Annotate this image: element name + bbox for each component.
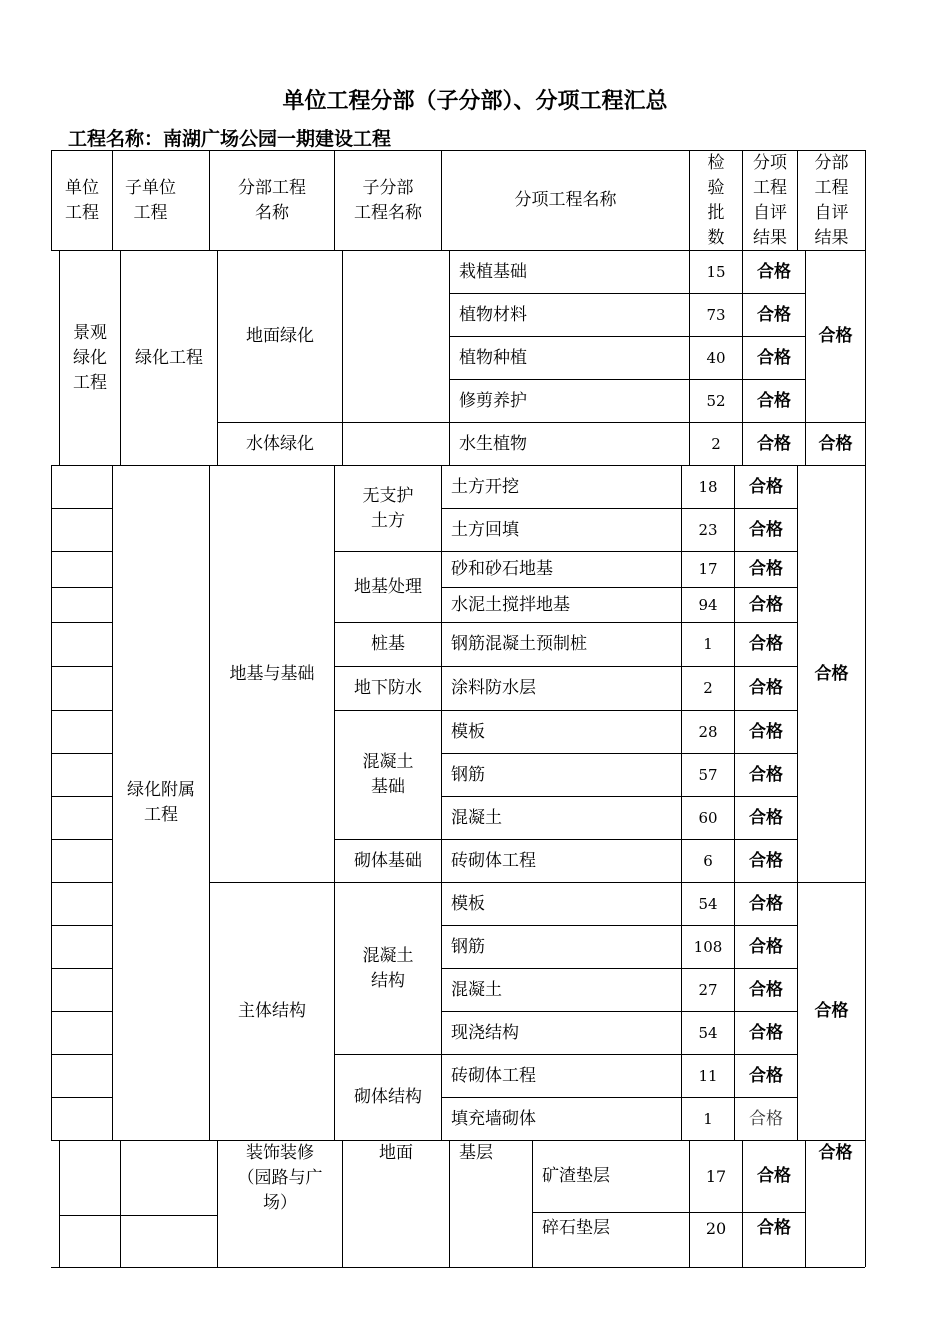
division-result: 合格	[818, 326, 853, 346]
item-result: 合格	[757, 390, 791, 411]
division-name: 地基与基础	[229, 663, 315, 684]
item-name: 钢筋	[451, 936, 485, 957]
item-result: 合格	[749, 634, 783, 654]
item-name: 模板	[451, 893, 485, 914]
project-name: 工程名称：南湖广场公园一期建设工程	[68, 128, 392, 150]
batch-count: 18	[698, 477, 718, 496]
page-title: 单位工程分部（子分部）、分项工程汇总	[282, 89, 668, 114]
item-name: 矿渣垫层	[542, 1166, 610, 1186]
division-name: 装饰装修 （园路与广 场）	[237, 1143, 323, 1213]
batch-count: 54	[698, 894, 718, 913]
batch-count: 23	[698, 520, 718, 539]
item-result: 合格	[749, 1065, 783, 1086]
batch-count: 2	[703, 679, 713, 697]
division-name: 主体结构	[238, 1001, 306, 1021]
item-name: 水生植物	[459, 433, 527, 454]
item-name: 修剪养护	[459, 390, 527, 411]
item-name: 植物种植	[459, 347, 527, 368]
sub-unit-name: 绿化附属 工程	[127, 780, 195, 825]
batch-count: 11	[698, 1066, 718, 1085]
item-name: 土方回填	[451, 519, 519, 540]
item-result: 合格	[749, 559, 783, 579]
batch-count: 1	[703, 635, 713, 653]
batch-count: 1	[703, 1109, 713, 1128]
header-sub-division: 子分部 工程名称	[354, 177, 422, 223]
item-result: 合格	[749, 594, 783, 615]
batch-count: 94	[698, 595, 718, 614]
item-result: 合格	[749, 1022, 783, 1043]
sub-unit-name: 绿化工程	[135, 347, 203, 368]
batch-count: 40	[706, 348, 726, 367]
unit-name: 景观 绿化 工程	[73, 322, 107, 393]
item-result: 合格	[749, 979, 783, 1000]
item-result: 合格	[757, 261, 791, 282]
item-name: 砖砌体工程	[451, 850, 536, 871]
item-name: 水泥土搅拌地基	[451, 594, 570, 615]
sub-division-name: 砌体基础	[354, 850, 422, 871]
header-batch-count: 检 验 批 数	[707, 152, 725, 248]
batch-count: 73	[706, 305, 726, 324]
item-name: 模板	[451, 721, 485, 742]
item-result: 合格	[757, 347, 791, 368]
item-name: 钢筋混凝土预制桩	[451, 634, 587, 654]
batch-count: 108	[693, 937, 723, 956]
item-name: 土方开挖	[451, 476, 519, 497]
batch-count: 15	[706, 262, 726, 281]
division-result: 合格	[818, 433, 853, 454]
item-name: 砖砌体工程	[451, 1065, 536, 1086]
sub-division-name: 地基处理	[354, 576, 422, 597]
batch-count: 54	[698, 1023, 718, 1042]
division-name: 地面绿化	[246, 326, 314, 346]
division-result: 合格	[818, 1143, 853, 1163]
division-result: 合格	[814, 663, 849, 684]
batch-count: 17	[698, 560, 718, 578]
item-name: 现浇结构	[451, 1022, 519, 1043]
item-name: 植物材料	[459, 304, 527, 325]
batch-count: 28	[698, 722, 718, 741]
item-result: 合格	[749, 519, 783, 540]
batch-count: 60	[698, 808, 718, 827]
item-name: 砂和砂石地基	[451, 559, 553, 579]
item-result: 合格	[749, 721, 783, 742]
item-name: 栽植基础	[459, 261, 527, 282]
item-result: 合格	[749, 1108, 783, 1129]
item-result: 合格	[757, 304, 791, 325]
sub-division-name: 桩基	[371, 634, 405, 654]
division-name: 水体绿化	[246, 433, 314, 454]
sub-division-name: 砌体结构	[354, 1087, 422, 1107]
sub-division-name: 地下防水	[354, 678, 422, 698]
batch-count: 27	[698, 980, 718, 999]
header-division: 分部工程 名称	[238, 177, 306, 223]
item-result: 合格	[757, 433, 791, 454]
item-name: 填充墙砌体	[451, 1108, 536, 1129]
item-name: 涂料防水层	[451, 678, 536, 698]
header-item: 分项工程名称	[514, 190, 617, 210]
item-result: 合格	[749, 850, 783, 871]
item-name: 钢筋	[451, 764, 485, 785]
item-name: 混凝土	[451, 807, 502, 828]
sub-division-name: 地面	[379, 1143, 413, 1163]
division-result: 合格	[814, 1001, 849, 1021]
batch-count: 57	[698, 765, 718, 784]
batch-count: 17	[705, 1167, 727, 1186]
item-result: 合格	[749, 936, 783, 957]
header-unit: 单位 工程	[65, 177, 99, 223]
item-group-name: 基层	[459, 1143, 493, 1163]
item-result: 合格	[749, 807, 783, 828]
batch-count: 2	[711, 434, 721, 453]
sub-division-name: 混凝土 结构	[362, 945, 414, 991]
batch-count: 52	[706, 391, 726, 410]
item-result: 合格	[749, 678, 783, 698]
item-name: 混凝土	[451, 979, 502, 1000]
batch-count: 6	[703, 851, 713, 870]
item-result: 合格	[749, 764, 783, 785]
header-sub-unit: 子单位 工程	[125, 177, 176, 223]
item-result: 合格	[757, 1166, 791, 1186]
item-name: 碎石垫层	[542, 1218, 610, 1238]
item-result: 合格	[757, 1218, 791, 1238]
sub-division-name: 混凝土 基础	[362, 752, 414, 797]
sub-division-name: 无支护 土方	[362, 485, 414, 531]
batch-count: 20	[705, 1219, 727, 1238]
header-item-result: 分项 工程 自评 结果	[753, 152, 787, 248]
item-result: 合格	[749, 476, 783, 497]
header-division-result: 分部 工程 自评 结果	[814, 152, 849, 248]
item-result: 合格	[749, 893, 783, 914]
